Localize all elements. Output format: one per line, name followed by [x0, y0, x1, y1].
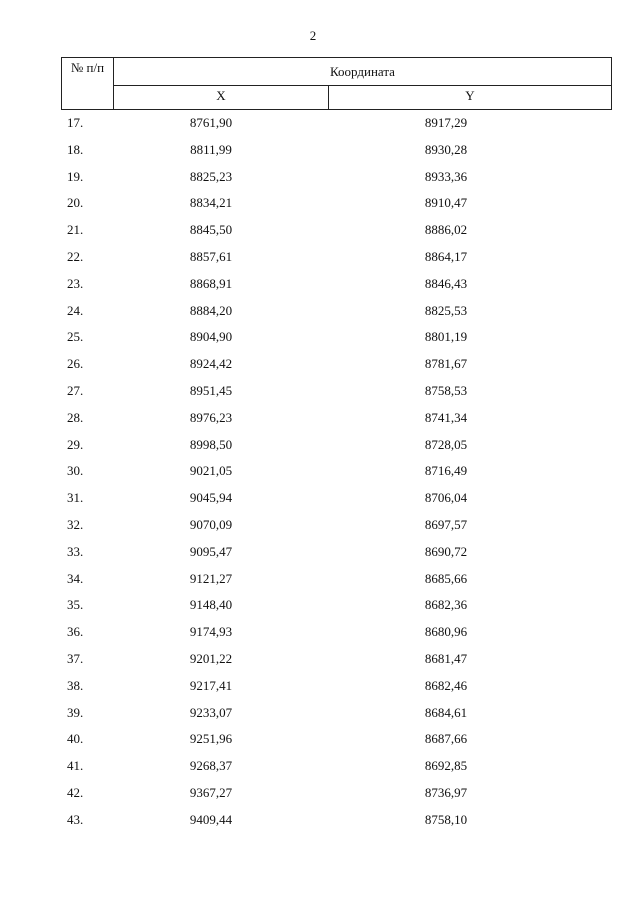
table-row [0, 380, 640, 407]
point-number: 24. [67, 302, 84, 318]
table-row [0, 568, 640, 595]
point-number: 32. [67, 516, 84, 532]
table-row [0, 728, 640, 755]
table-row [0, 273, 640, 300]
table-row [0, 326, 640, 353]
point-number: 23. [67, 275, 84, 291]
coordinate-x: 8924,42 [189, 356, 233, 372]
coordinate-y: 8682,36 [424, 597, 468, 613]
table-row [0, 675, 640, 702]
table-row [0, 192, 640, 219]
coordinate-y: 8825,53 [424, 302, 468, 318]
coordinate-y: 8781,67 [424, 356, 468, 372]
coordinate-y: 8728,05 [424, 436, 468, 452]
coordinate-x: 8904,90 [189, 329, 233, 345]
coordinate-x: 9095,47 [189, 543, 233, 559]
point-number: 39. [67, 704, 84, 720]
coordinate-y: 8758,53 [424, 382, 468, 398]
coordinate-y: 8684,61 [424, 704, 468, 720]
coordinate-y: 8716,49 [424, 463, 468, 479]
coordinate-x: 8845,50 [189, 222, 233, 238]
table-row [0, 219, 640, 246]
point-number: 28. [67, 409, 84, 425]
coordinate-x: 9121,27 [189, 570, 233, 586]
coordinate-x: 8951,45 [189, 382, 233, 398]
table-row [0, 594, 640, 621]
coordinate-x: 8976,23 [189, 409, 233, 425]
point-number: 29. [67, 436, 84, 452]
table-header [61, 57, 612, 110]
point-number: 34. [67, 570, 84, 586]
table-row [0, 460, 640, 487]
column-header-coordinate: Координата [114, 58, 611, 86]
coordinate-y: 8697,57 [424, 516, 468, 532]
point-number: 31. [67, 490, 84, 506]
table-row [0, 353, 640, 380]
coordinate-y: 8687,66 [424, 731, 468, 747]
coordinate-x: 9251,96 [189, 731, 233, 747]
point-number: 40. [67, 731, 84, 747]
coordinate-y: 8680,96 [424, 624, 468, 640]
table-row [0, 434, 640, 461]
point-number: 22. [67, 248, 84, 264]
coordinate-y: 8706,04 [424, 490, 468, 506]
table-row [0, 782, 640, 809]
coordinate-y: 8910,47 [424, 195, 468, 211]
coordinate-y: 8736,97 [424, 784, 468, 800]
coordinate-x: 9367,27 [189, 784, 233, 800]
table-row [0, 702, 640, 729]
table-row [0, 487, 640, 514]
coordinate-x: 9268,37 [189, 758, 233, 774]
coordinate-y: 8690,72 [424, 543, 468, 559]
page-number: 2 [309, 28, 317, 43]
coordinate-y: 8758,10 [424, 811, 468, 827]
point-number: 21. [67, 222, 84, 238]
table-row [0, 407, 640, 434]
coordinate-y: 8682,46 [424, 677, 468, 693]
coordinate-x: 8884,20 [189, 302, 233, 318]
coordinate-x: 8998,50 [189, 436, 233, 452]
table-row [0, 139, 640, 166]
table-row [0, 514, 640, 541]
point-number: 25. [67, 329, 84, 345]
coordinate-x: 9174,93 [189, 624, 233, 640]
coordinate-y: 8685,66 [424, 570, 468, 586]
coordinate-x: 9045,94 [189, 490, 233, 506]
coordinate-x: 9021,05 [189, 463, 233, 479]
point-number: 41. [67, 758, 84, 774]
coordinate-y: 8681,47 [424, 650, 468, 666]
coordinate-x: 9070,09 [189, 516, 233, 532]
point-number: 38. [67, 677, 84, 693]
table-row [0, 621, 640, 648]
point-number: 37. [67, 650, 84, 666]
column-header-number: № п/п [62, 58, 114, 109]
point-number: 18. [67, 141, 84, 157]
coordinate-x: 8811,99 [190, 141, 232, 157]
coordinate-x: 8761,90 [189, 115, 233, 130]
coordinate-x: 9217,41 [189, 677, 233, 693]
point-number: 35. [67, 597, 84, 613]
table-row [0, 648, 640, 675]
point-number: 20. [67, 195, 84, 211]
coordinate-y: 8933,36 [424, 168, 468, 184]
point-number: 42. [67, 784, 84, 800]
coordinate-y: 8692,85 [424, 758, 468, 774]
table-row [0, 300, 640, 327]
point-number: 19. [67, 168, 84, 184]
point-number: 36. [67, 624, 84, 640]
coordinate-x: 9201,22 [189, 650, 233, 666]
point-number: 33. [67, 543, 84, 559]
coordinate-y: 8886,02 [424, 222, 468, 238]
coordinate-x: 8834,21 [189, 195, 233, 211]
table-row [0, 541, 640, 568]
coordinate-x: 8868,91 [189, 275, 233, 291]
coordinate-x: 9409,44 [189, 811, 233, 827]
point-number: 30. [67, 463, 84, 479]
column-header-y: Y [465, 88, 475, 103]
coordinate-y: 8846,43 [424, 275, 468, 291]
coordinate-y: 8917,29 [424, 115, 468, 130]
coordinate-x: 9233,07 [189, 704, 233, 720]
point-number: 17. [67, 115, 84, 130]
table-row [0, 246, 640, 273]
table-row [0, 166, 640, 193]
table-row [0, 755, 640, 782]
table-row [0, 112, 640, 139]
coordinate-y: 8801,19 [424, 329, 468, 345]
coordinate-x: 8857,61 [189, 248, 233, 264]
coordinate-y: 8741,34 [424, 409, 468, 425]
coordinate-x: 8825,23 [189, 168, 233, 184]
coordinates-table-body [0, 112, 640, 836]
point-number: 26. [67, 356, 84, 372]
coordinate-y: 8864,17 [424, 248, 468, 264]
point-number: 43. [67, 811, 84, 827]
column-header-x: X [114, 85, 329, 109]
table-row [0, 809, 640, 836]
coordinate-y: 8930,28 [424, 141, 468, 157]
coordinate-x: 9148,40 [189, 597, 233, 613]
point-number: 27. [67, 382, 84, 398]
